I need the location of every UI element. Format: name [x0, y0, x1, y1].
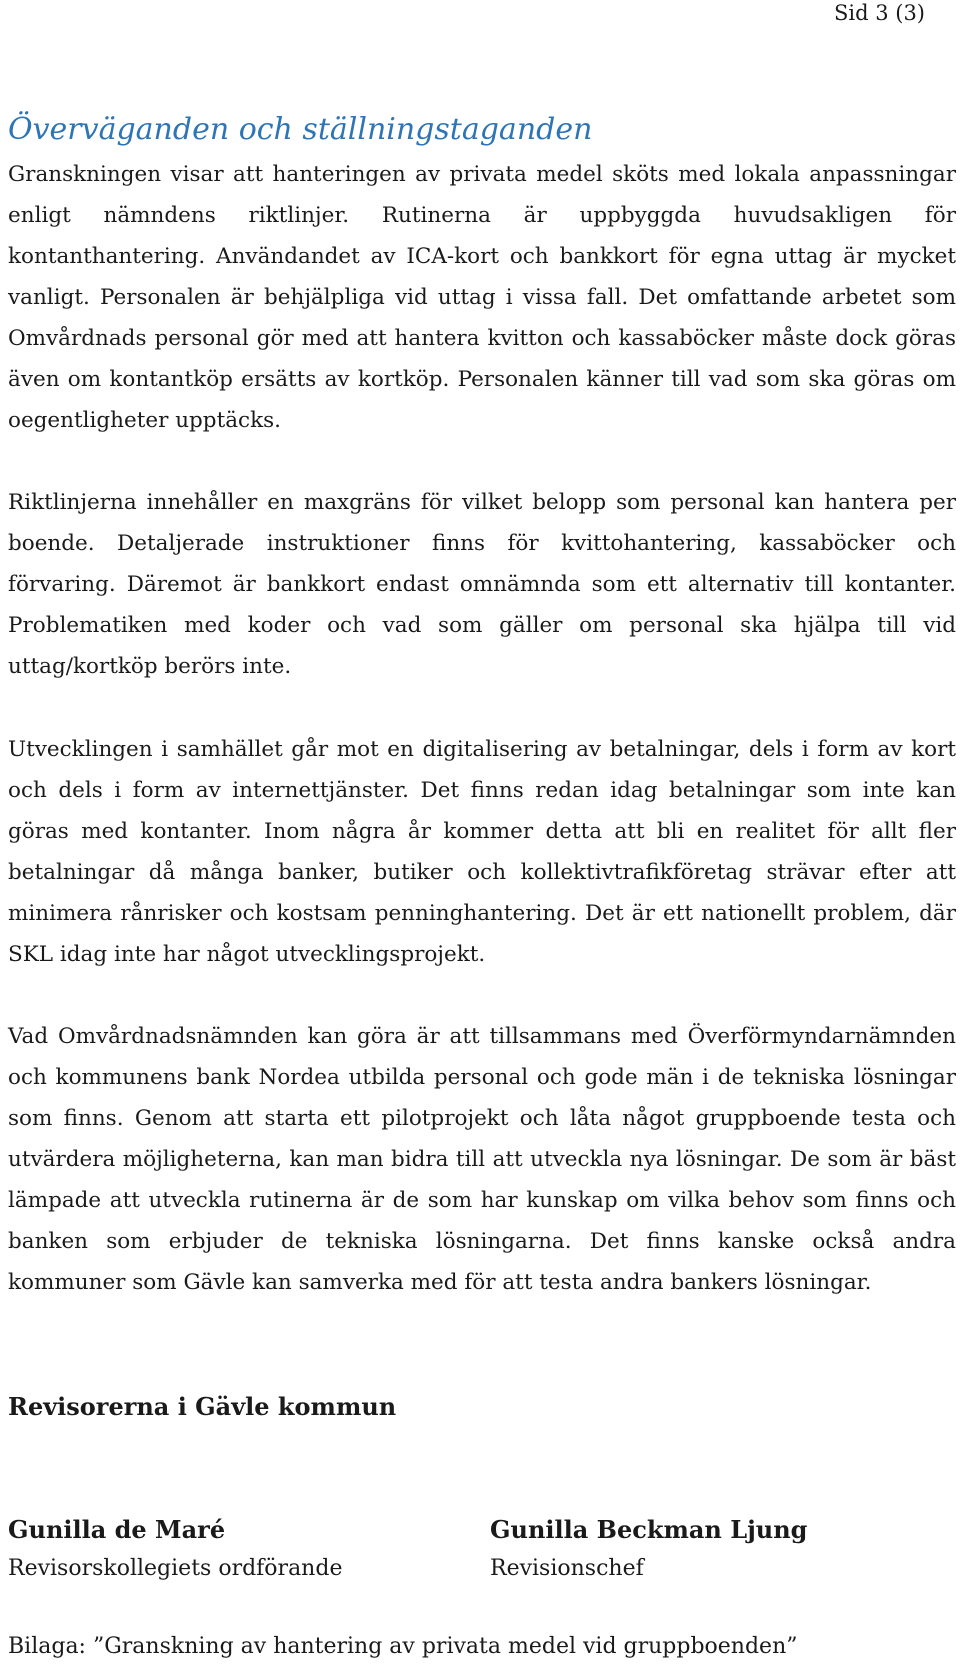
signature-organization: Revisorerna i Gävle kommun [8, 1392, 397, 1421]
page-number: Sid 3 (3) [834, 1, 926, 25]
paragraph-guidelines: Riktlinjerna innehåller en maxgräns för vilket belopp som personal kan hantera per boende. Detaljerade instruktioner finns för kvittohantering, kassaböcker och förvaring. Däremot är bankkort endast omnämnda som ett alternativ till kontanter. Problematiken med koder och vad som gäller om personal ska hjälpa till vid uttag/kortköp berörs inte. [8, 490, 956, 679]
signer-role: Revisorskollegiets ordförande [8, 1556, 343, 1581]
section-title: Överväganden och ställningstaganden [8, 112, 593, 147]
signer-block-chair [8, 1514, 342, 1584]
signer-block-head [490, 1514, 807, 1584]
signer-name: Gunilla Beckman Ljung [490, 1515, 808, 1544]
paragraph-digitalisation: Utvecklingen i samhället går mot en digitalisering av betalningar, dels i form av kort och dels i form av internettjänster. Det finns redan idag betalningar som inte kan göras med kontanter. Inom några år kommer detta att bli en realitet för allt fler betalningar då många banker, butiker och kollektivtrafikföretag strävar efter att minimera rånrisker och kostsam penninghantering. Det är ett nationellt problem, där SKL idag inte har något utvecklingsprojekt. [8, 737, 956, 967]
attachment-note: Bilaga: ”Granskning av hantering av privata medel vid gruppboenden” [8, 1634, 798, 1659]
paragraph-findings: Granskningen visar att hanteringen av privata medel sköts med lokala anpassningar enligt nämndens riktlinjer. Rutinerna är uppbyggda huvudsakligen för kontanthantering. Användandet av ICA-kort och bankkort för egna uttag är mycket vanligt. Personalen är behjälpliga vid uttag i vissa fall. Det omfattande arbetet som Omvårdnads personal gör med att hantera kvitton och kassaböcker måste dock göras även om kontantköp ersätts av kortköp. Personalen känner till vad som ska göras om oegentligheter upptäcks. [8, 162, 956, 433]
paragraph-recommendation: Vad Omvårdnadsnämnden kan göra är att tillsammans med Överförmyndarnämnden och kommunens bank Nordea utbilda personal och gode män i de tekniska lösningar som finns. Genom att starta ett pilotprojekt och låta något gruppboende testa och utvärdera möjligheterna, kan man bidra till att utveckla nya lösningar. De som är bäst lämpade att utveckla rutinerna är de som har kunskap om vilka behov som finns och banken som erbjuder de tekniska lösningarna. Det finns kanske också andra kommuner som Gävle kan samverka med för att testa andra bankers lösningar. [8, 1024, 956, 1295]
signer-name: Gunilla de Maré [8, 1515, 226, 1544]
signer-role: Revisionschef [490, 1556, 644, 1581]
